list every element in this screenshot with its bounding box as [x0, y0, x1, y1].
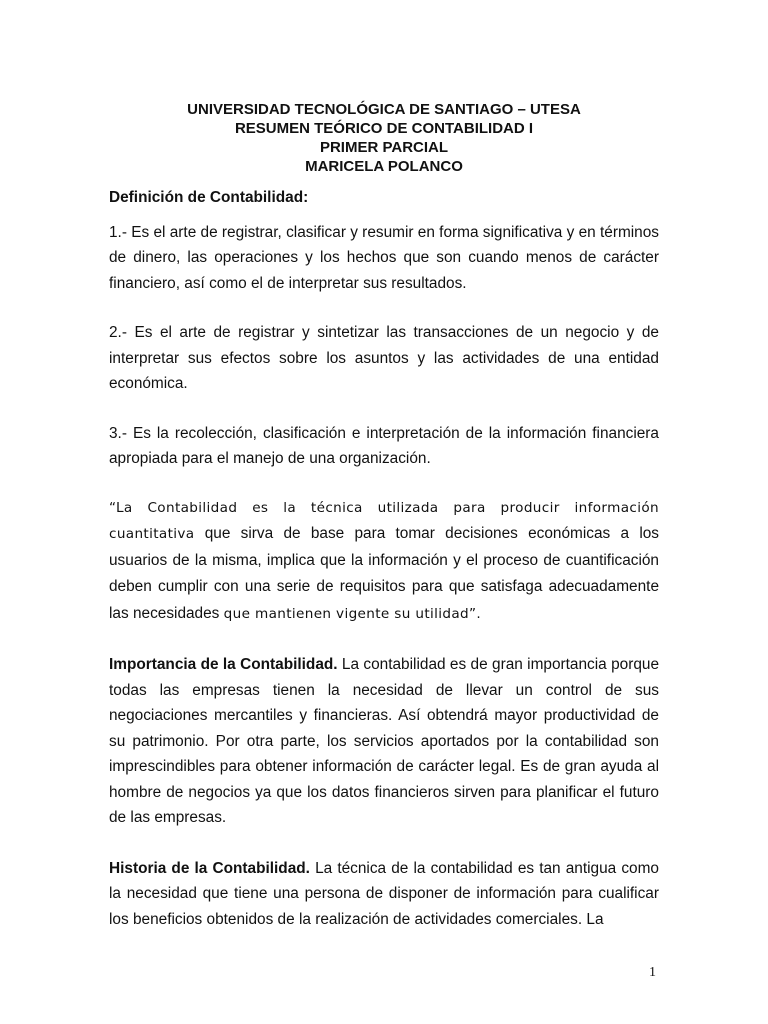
importance-text: La contabilidad es de gran importancia porque todas las empresas tienen la necesidad de llevar un control de sus negociaciones mercantiles y financieras. Así obtendrá mayor productividad de su patrimonio. Por otra parte, los servicios aportados por la contabilidad son imprescindibles para obtener información de carácter legal. Es de gran ayuda al hombre de negocios ya que los datos financieros sirven para planificar el futuro de las empresas. [109, 656, 659, 826]
header-university: UNIVERSIDAD TECNOLÓGICA DE SANTIAGO – UTESA [187, 101, 581, 118]
definition-item-1: 1.- Es el arte de registrar, clasificar y resumir en forma significativa y en términos de dinero, las operaciones y los hechos que son cuando menos de carácter financiero, así como el de interpretar sus resultados. [109, 223, 659, 292]
quote-paragraph [109, 496, 659, 628]
page-number: 1 [649, 965, 656, 980]
importance-heading: Importancia de la Contabilidad. [109, 656, 338, 673]
definition-item-2: 2.- Es el arte de registrar y sintetizar las transacciones de un negocio y de interpretar sus efectos sobre los asuntos y las actividades de una entidad económica. [109, 324, 659, 392]
quote-middle: que sirva de base para tomar decisiones económicas a los usuarios de la misma, implica que la información y el proceso de cuantificación deben cumplir con una serie de requisitos para que satisfaga adecuadamente las necesidades [109, 525, 659, 622]
header-exam: PRIMER PARCIAL [319, 139, 449, 156]
quote-start: “La Contabilidad es la técnica utilizada para producir información cuantitativa [109, 499, 659, 542]
history-heading: Historia de la Contabilidad. [109, 859, 310, 877]
header-course-title: RESUMEN TEÓRICO DE CONTABILIDAD I [234, 120, 534, 137]
importance-paragraph [109, 652, 659, 831]
quote-end: que mantienen vigente su utilidad”. [223, 605, 482, 622]
header-author: MARICELA POLANCO [305, 158, 463, 175]
definition-item-3: 3.- Es la recolección, clasificación e interpretación de la información financiera apropiada para el manejo de una organización. [109, 424, 659, 467]
document-body [109, 185, 659, 957]
document-header [109, 100, 659, 176]
history-paragraph [109, 856, 659, 933]
history-text: La técnica de la contabilidad es tan antigua como la necesidad que tiene una persona de disponer de información para cualificar los beneficios obtenidos de la realización de actividades comerciales. La [109, 859, 659, 928]
definition-heading: Definición de Contabilidad: [109, 189, 309, 206]
